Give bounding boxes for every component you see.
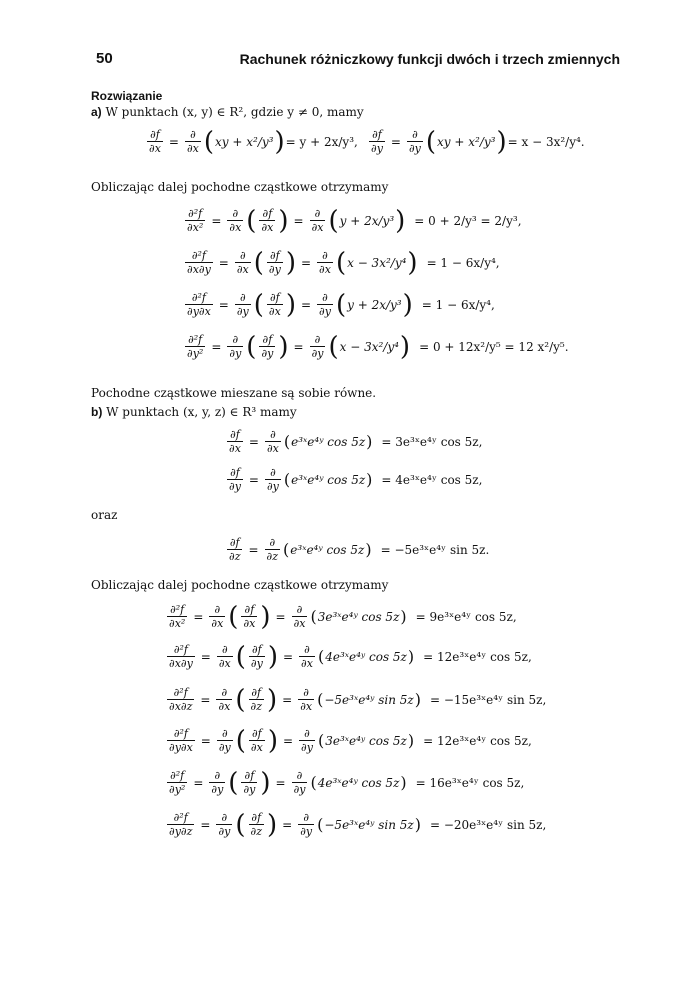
part-b-second-derivatives-4: $\frac{\text{∂²f}}{\text{∂y²}}$ = $\frac{\partial}{\partial y}$ ( $\frac{\partial f}{\partial y}$ ) = $\frac{\partial}{\partial y}$ ( 4e³ˣe⁴ʸ cos 5z ) = 16e³ˣe⁴ʸ cos 5z, [169, 767, 525, 798]
part-b-second-derivatives-5: $\frac{\text{∂²f}}{\partial y\partial z}$ = $\frac{\partial}{\partial y}$ ( $\frac{\partial f}{\partial z}$ ) = $\frac{\partial}{\partial y}$ ( −5e³ˣe⁴ʸ sin 5z ) = −20e³ˣe⁴ʸ sin 5z, [169, 809, 547, 840]
part-a-second-derivatives-0: $\frac{\text{∂²f}}{\text{∂x²}}$ = $\frac{\partial}{\partial x}$ ( $\frac{\partial f}{\partial x}$ ) = $\frac{\partial}{\partial x}$ ( y + 2x/y³ ) = 0 + 2/y³ = 2/y³, [187, 205, 522, 236]
eq-a-first-x: $\frac{\partial f}{\partial x}$ = $\frac{\partial}{\partial x}$ ( xy + x²/y³ ) = y + 2x/y³, [149, 126, 358, 157]
part-a-conclusion: Pochodne cząstkowe mieszane są sobie równe. [91, 386, 377, 400]
section-title: Rozwiązanie [91, 89, 163, 103]
part-b-intro-text: W punktach (x, y, z) ∈ R³ mamy [106, 405, 297, 419]
part-a-intro-text: W punktach (x, y) ∈ R², gdzie y ≠ 0, mamy [105, 105, 364, 119]
part-b-continue: Obliczając dalej pochodne cząstkowe otrzymamy [91, 578, 389, 592]
eq-a-first-y: $\frac{\partial f}{\partial y}$ = $\frac{\partial}{\partial y}$ ( xy + x²/y³ ) = x − 3x²/y⁴. [371, 126, 585, 157]
part-b-second-derivatives-0: $\frac{\text{∂²f}}{\text{∂x²}}$ = $\frac{\partial}{\partial x}$ ( $\frac{\partial f}{\partial x}$ ) = $\frac{\partial}{\partial x}$ ( 3e³ˣe⁴ʸ cos 5z ) = 9e³ˣe⁴ʸ cos 5z, [169, 601, 517, 632]
oraz-text: oraz [91, 508, 118, 522]
eq-b-first-z: $\frac{\partial f}{\partial z}$ = $\frac{\partial}{\partial z}$ ( e³ˣe⁴ʸ cos 5z ) = −5e³ˣe⁴ʸ sin 5z. [229, 536, 490, 563]
part-b-label: b) [91, 405, 103, 419]
part-b-second-derivatives-3: $\frac{\text{∂²f}}{\partial y\partial x}$ = $\frac{\partial}{\partial y}$ ( $\frac{\partial f}{\partial x}$ ) = $\frac{\partial}{\partial y}$ ( 3e³ˣe⁴ʸ cos 5z ) = 12e³ˣe⁴ʸ cos 5z, [169, 725, 532, 756]
part-a-second-derivatives-1: $\frac{\text{∂²f}}{\partial x\partial y}$ = $\frac{\partial}{\partial x}$ ( $\frac{\partial f}{\partial y}$ ) = $\frac{\partial}{\partial x}$ ( x − 3x²/y⁴ ) = 1 − 6x/y⁴, [187, 247, 500, 278]
part-a-second-derivatives-2: $\frac{\text{∂²f}}{\partial y\partial x}$ = $\frac{\partial}{\partial y}$ ( $\frac{\partial f}{\partial x}$ ) = $\frac{\partial}{\partial y}$ ( y + 2x/y³ ) = 1 − 6x/y⁴, [187, 289, 495, 320]
page-number: 50 [96, 50, 113, 67]
part-b-second-derivatives-1: $\frac{\text{∂²f}}{\partial x\partial y}$ = $\frac{\partial}{\partial x}$ ( $\frac{\partial f}{\partial y}$ ) = $\frac{\partial}{\partial x}$ ( 4e³ˣe⁴ʸ cos 5z ) = 12e³ˣe⁴ʸ cos 5z, [169, 641, 532, 672]
page-header [96, 50, 620, 72]
part-a-intro [91, 105, 364, 119]
part-b-second-derivatives-2: $\frac{\text{∂²f}}{\partial x\partial z}$ = $\frac{\partial}{\partial x}$ ( $\frac{\partial f}{\partial z}$ ) = $\frac{\partial}{\partial x}$ ( −5e³ˣe⁴ʸ sin 5z ) = −15e³ˣe⁴ʸ sin 5z, [169, 684, 547, 715]
eq-a-first-x-rhs: = y + 2x/y³, [285, 134, 358, 149]
eq-a-first-y-rhs: = x − 3x²/y⁴. [507, 134, 585, 149]
eq-b-first-1: $\frac{\partial f}{\partial y}$ = $\frac{\partial}{\partial y}$ ( e³ˣe⁴ʸ cos 5z ) = 4e³ˣe⁴ʸ cos 5z, [229, 466, 483, 493]
part-a-continue: Obliczając dalej pochodne cząstkowe otrzymamy [91, 180, 389, 194]
part-a-label: a) [91, 105, 102, 119]
part-b-intro [91, 405, 297, 419]
running-title: Rachunek różniczkowy funkcji dwóch i trzech zmiennych [239, 51, 620, 67]
eq-b-first-0: $\frac{\partial f}{\partial x}$ = $\frac{\partial}{\partial x}$ ( e³ˣe⁴ʸ cos 5z ) = 3e³ˣe⁴ʸ cos 5z, [229, 428, 483, 455]
part-a-second-derivatives-3: $\frac{\text{∂²f}}{\text{∂y²}}$ = $\frac{\partial}{\partial y}$ ( $\frac{\partial f}{\partial y}$ ) = $\frac{\partial}{\partial y}$ ( x − 3x²/y⁴ ) = 0 + 12x²/y⁵ = 12 x²/y⁵. [187, 331, 569, 362]
